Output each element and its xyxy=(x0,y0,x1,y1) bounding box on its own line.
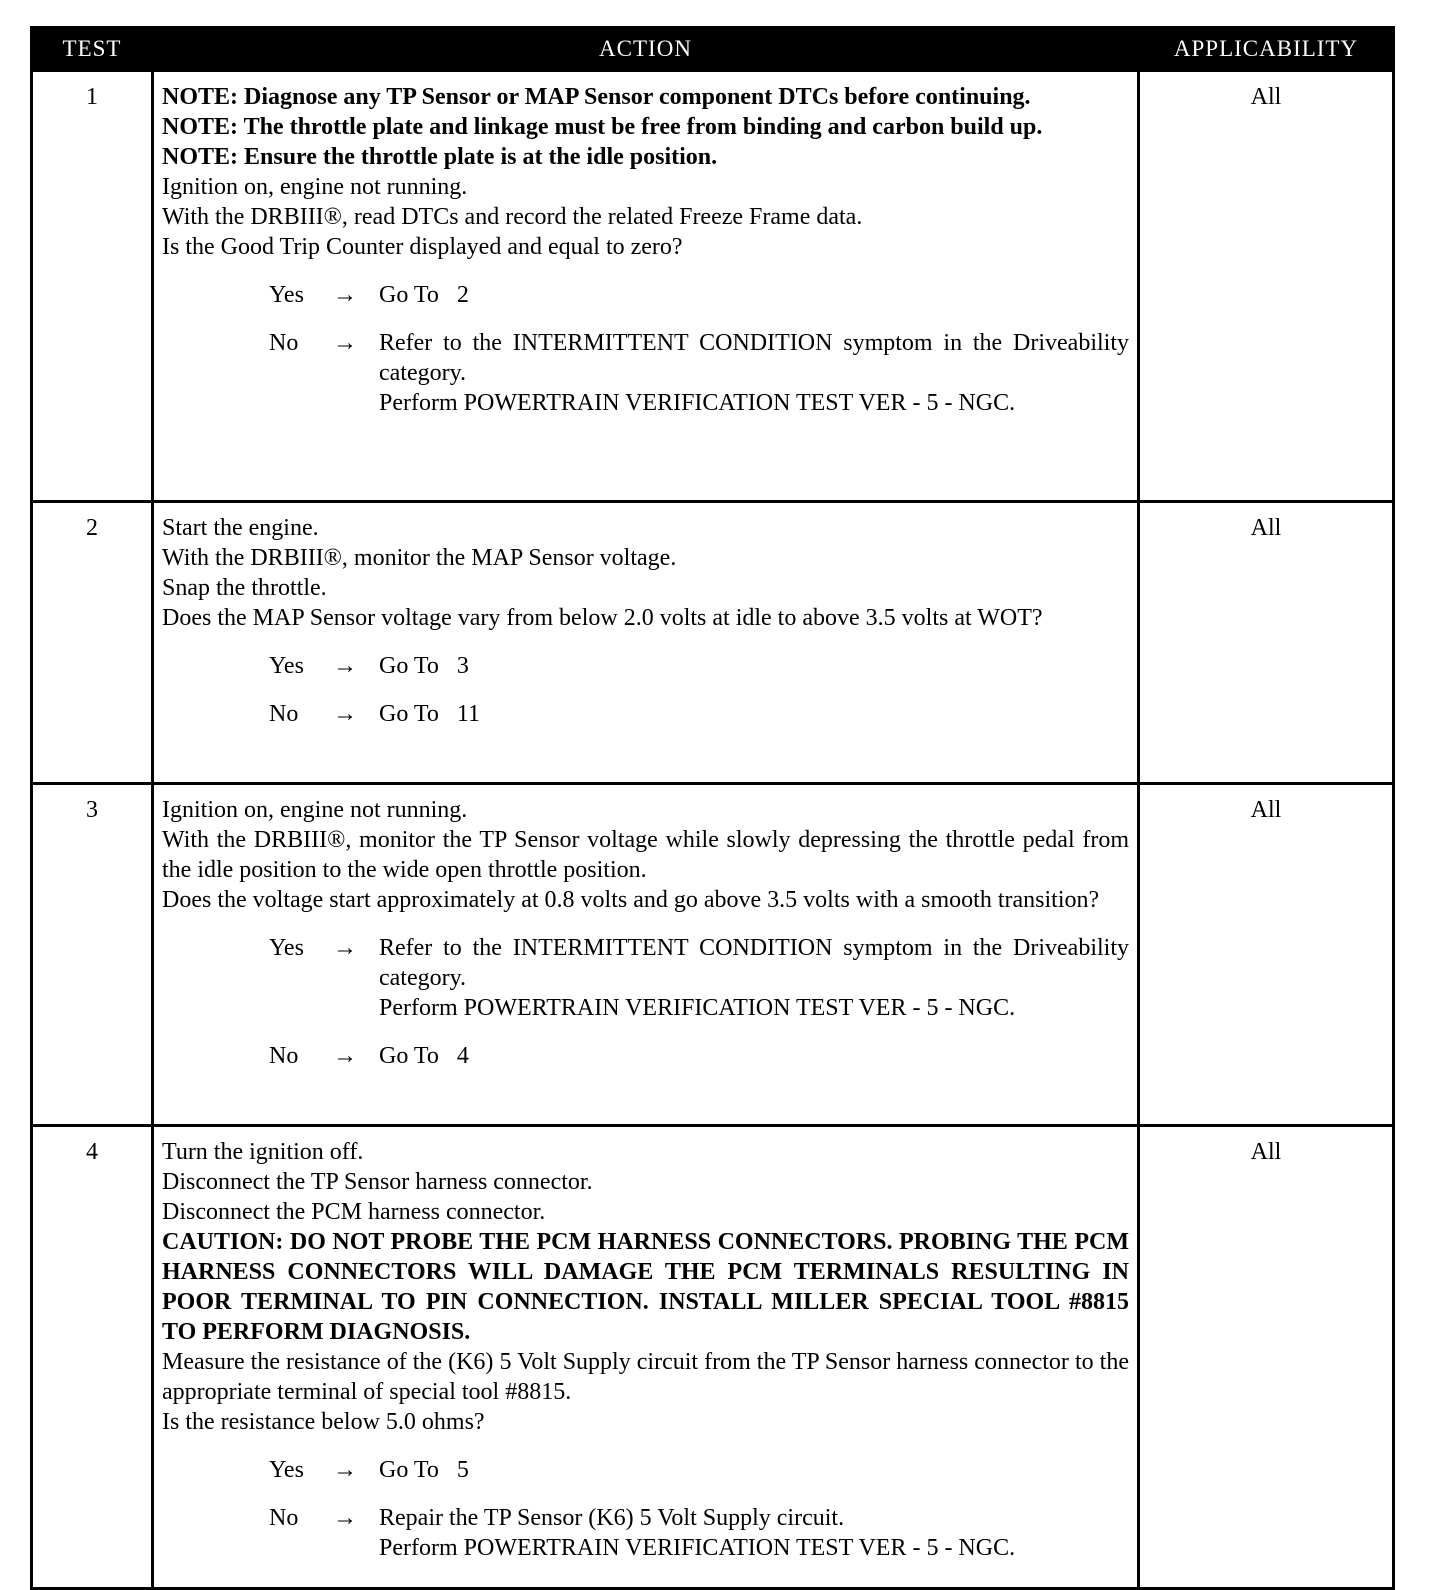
test-number: 3 xyxy=(32,784,153,1126)
right-arrow-icon: → xyxy=(333,282,357,308)
result-text: Refer to the INTERMITTENT CONDITION symptom in the Driveability category. xyxy=(379,330,1135,386)
result-text: Repair the TP Sensor (K6) 5 Volt Supply circuit. xyxy=(379,1505,845,1531)
table-header-row xyxy=(32,28,1394,71)
table-row xyxy=(32,1126,1394,1589)
right-arrow-icon: → xyxy=(333,653,357,679)
instruction-text: Ignition on, engine not running. xyxy=(162,174,468,200)
result-text: Go To 4 xyxy=(379,1043,469,1069)
note-text: CAUTION: DO NOT PROBE THE PCM HARNESS CONNECTORS. PROBING THE PCM HARNESS CONNECTORS WILL DAMAGE THE PCM TERMINALS RESULTING IN POOR TERMINAL TO PIN CONNECTION. INSTALL MILLER SPECIAL TOOL #8815 TO PERFORM DIAGNOSIS. xyxy=(162,1229,1129,1345)
outcome-result xyxy=(379,328,1135,418)
outcome-result xyxy=(379,651,1129,681)
outcome-answer: Yes xyxy=(269,282,304,308)
result-text: Perform POWERTRAIN VERIFICATION TEST VER - 5 - NGC. xyxy=(379,1535,1016,1561)
action-cell xyxy=(153,71,1139,502)
instruction-text: With the DRBIII®, read DTCs and record the related Freeze Frame data. xyxy=(162,204,863,230)
instruction-text: Does the voltage start approximately at 0.8 volts and go above 3.5 volts with a smooth transition? xyxy=(162,887,1100,913)
test-number: 1 xyxy=(32,71,153,502)
action-cell xyxy=(153,784,1139,1126)
right-arrow-icon: → xyxy=(333,701,357,727)
outcome-no xyxy=(269,1041,1129,1071)
outcome-no xyxy=(269,699,1129,729)
outcome-answer: No xyxy=(269,701,299,727)
action-cell xyxy=(153,1126,1139,1589)
header-action: ACTION xyxy=(153,28,1139,71)
right-arrow-icon: → xyxy=(333,1043,357,1069)
result-text: Perform POWERTRAIN VERIFICATION TEST VER - 5 - NGC. xyxy=(379,390,1016,416)
outcome-answer: No xyxy=(269,1505,299,1531)
result-text: Refer to the INTERMITTENT CONDITION symptom in the Driveability category. xyxy=(379,935,1135,991)
table-row xyxy=(32,502,1394,784)
outcome-yes xyxy=(269,651,1129,681)
instruction-text: Disconnect the TP Sensor harness connector. xyxy=(162,1169,593,1195)
outcome-result xyxy=(379,699,1129,729)
outcome-answer: Yes xyxy=(269,935,304,961)
right-arrow-icon: → xyxy=(333,935,357,961)
instruction-text: Is the Good Trip Counter displayed and equal to zero? xyxy=(162,234,683,260)
table-row xyxy=(32,71,1394,502)
outcome-no xyxy=(269,328,1135,418)
applicability-cell: All xyxy=(1139,71,1394,502)
outcome-answer: Yes xyxy=(269,1457,304,1483)
result-text: Go To 5 xyxy=(379,1457,469,1483)
instruction-text: Is the resistance below 5.0 ohms? xyxy=(162,1409,485,1435)
result-text: Go To 3 xyxy=(379,653,469,679)
outcome-yes xyxy=(269,280,1129,310)
header-test: TEST xyxy=(32,28,153,71)
outcome-no xyxy=(269,1503,1129,1563)
diagnostic-test-page xyxy=(30,26,1392,1590)
outcome-result xyxy=(379,933,1135,1023)
note-text: NOTE: Ensure the throttle plate is at the idle position. xyxy=(162,144,718,170)
instruction-text: Ignition on, engine not running. xyxy=(162,797,468,823)
instruction-text: With the DRBIII®, monitor the MAP Sensor voltage. xyxy=(162,545,677,571)
outcome-answer: No xyxy=(269,330,299,356)
applicability-cell: All xyxy=(1139,784,1394,1126)
instruction-text: With the DRBIII®, monitor the TP Sensor voltage while slowly depressing the throttle pedal from the idle position to the wide open throttle position. xyxy=(162,827,1129,883)
result-text: Perform POWERTRAIN VERIFICATION TEST VER - 5 - NGC. xyxy=(379,995,1016,1021)
instruction-text: Turn the ignition off. xyxy=(162,1139,364,1165)
outcome-result xyxy=(379,1503,1129,1563)
applicability-cell: All xyxy=(1139,502,1394,784)
instruction-text: Does the MAP Sensor voltage vary from below 2.0 volts at idle to above 3.5 volts at WOT? xyxy=(162,605,1043,631)
instruction-text: Snap the throttle. xyxy=(162,575,327,601)
test-number: 2 xyxy=(32,502,153,784)
note-text: NOTE: The throttle plate and linkage must be free from binding and carbon build up. xyxy=(162,114,1043,140)
right-arrow-icon: → xyxy=(333,330,357,356)
table-body xyxy=(32,71,1394,1589)
diagnostic-test-table xyxy=(30,26,1395,1590)
header-applicability: APPLICABILITY xyxy=(1139,28,1394,71)
test-number: 4 xyxy=(32,1126,153,1589)
instruction-text: Disconnect the PCM harness connector. xyxy=(162,1199,546,1225)
right-arrow-icon: → xyxy=(333,1505,357,1531)
result-text: Go To 2 xyxy=(379,282,469,308)
instruction-text: Start the engine. xyxy=(162,515,319,541)
outcome-answer: No xyxy=(269,1043,299,1069)
instruction-text: Measure the resistance of the (K6) 5 Volt Supply circuit from the TP Sensor harness connector to the appropriate terminal of special tool #8815. xyxy=(162,1349,1129,1405)
outcome-yes xyxy=(269,933,1135,1023)
outcome-yes xyxy=(269,1455,1129,1485)
applicability-cell: All xyxy=(1139,1126,1394,1589)
outcome-answer: Yes xyxy=(269,653,304,679)
outcome-result xyxy=(379,1455,1129,1485)
outcome-result xyxy=(379,1041,1129,1071)
right-arrow-icon: → xyxy=(333,1457,357,1483)
outcome-result xyxy=(379,280,1129,310)
table-row xyxy=(32,784,1394,1126)
action-cell xyxy=(153,502,1139,784)
note-text: NOTE: Diagnose any TP Sensor or MAP Sensor component DTCs before continuing. xyxy=(162,84,1031,110)
result-text: Go To 11 xyxy=(379,701,480,727)
